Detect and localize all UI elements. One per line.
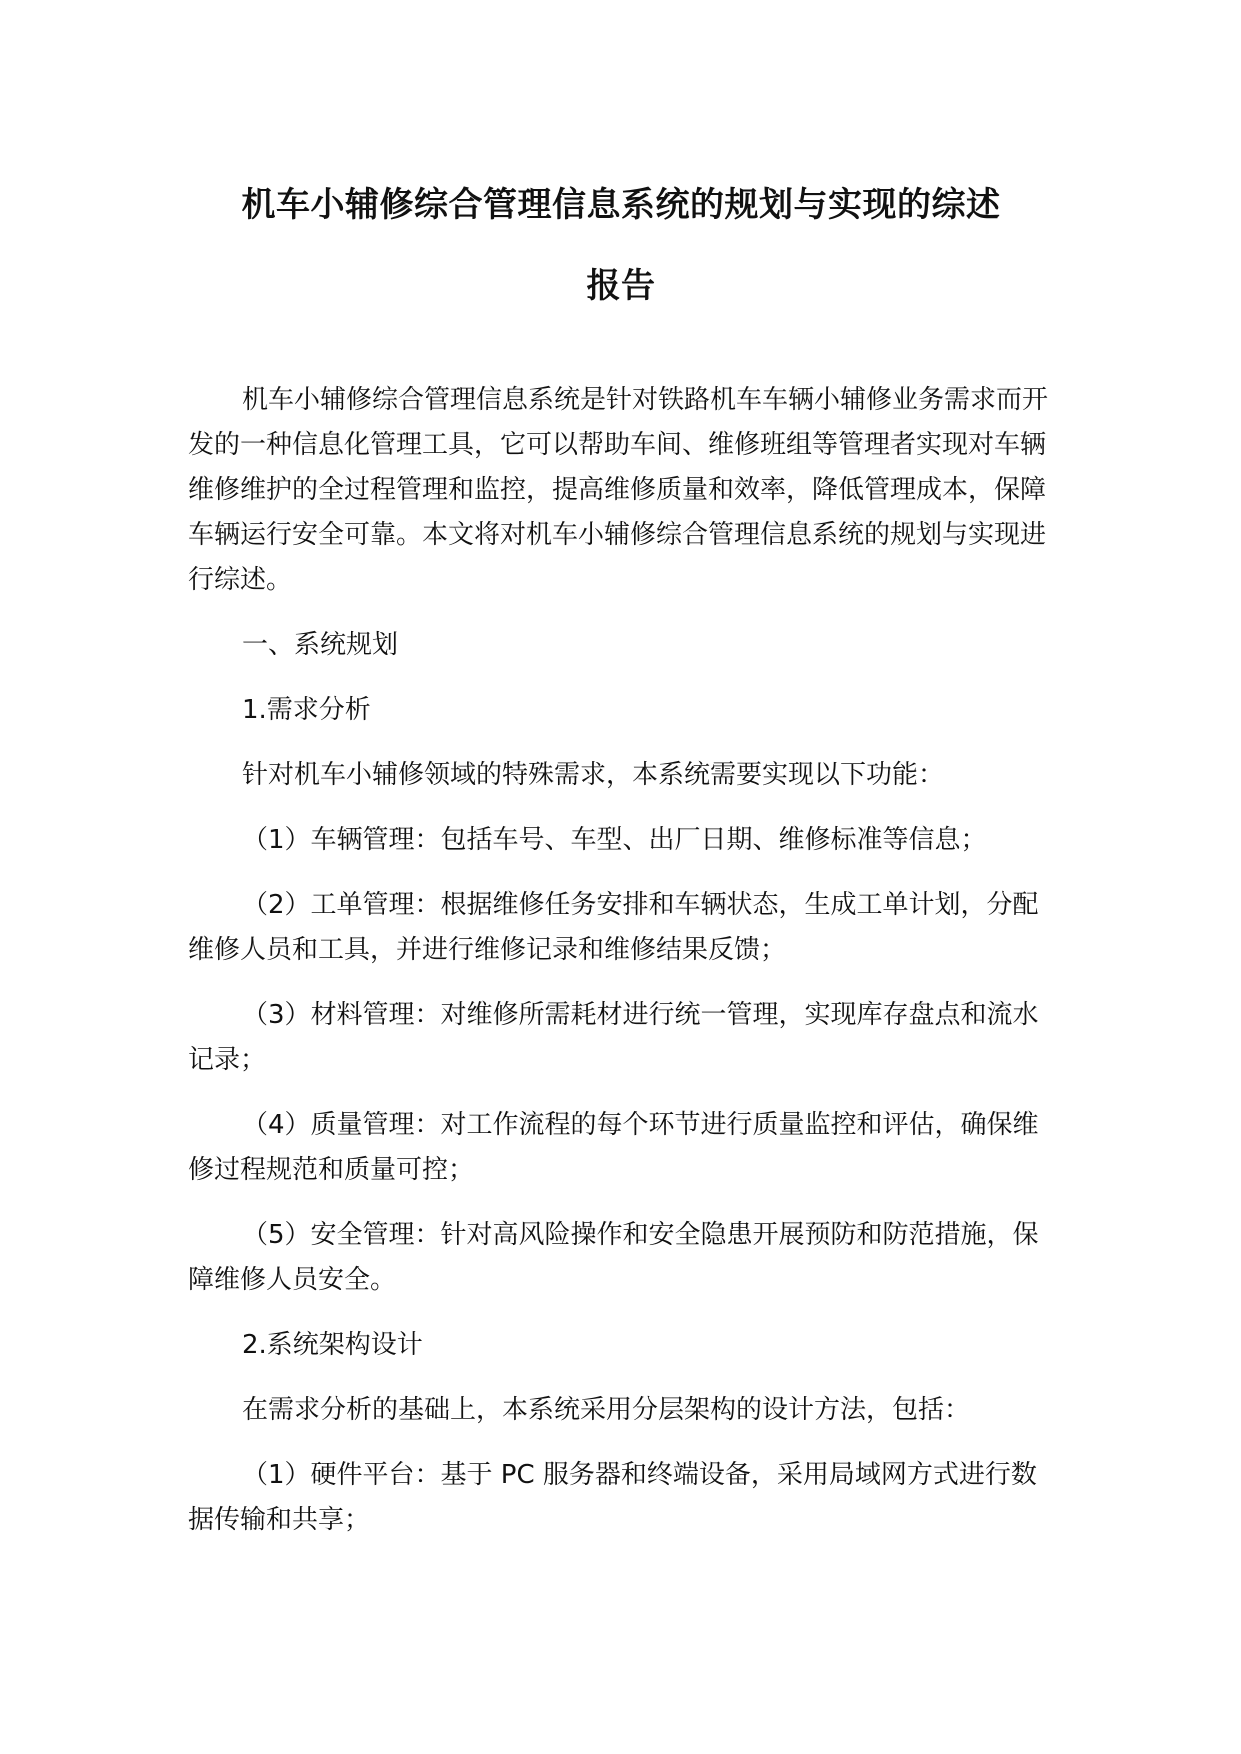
requirement-item-quality-management: （4）质量管理：对工作流程的每个环节进行质量监控和评估，确保维修过程规范和质量可控；	[188, 1110, 1039, 1185]
document-title-line-2: 报告	[586, 266, 656, 306]
requirement-item-vehicle-management: （1）车辆管理：包括车号、车型、出厂日期、维修标准等信息；	[242, 825, 987, 855]
requirement-item-work-order-management: （2）工单管理：根据维修任务安排和车辆状态，生成工单计划，分配维修人员和工具，并进行维修记录和维修结果反馈；	[188, 890, 1039, 965]
architecture-intro: 在需求分析的基础上，本系统采用分层架构的设计方法，包括：	[242, 1395, 971, 1425]
intro-paragraph: 机车小辅修综合管理信息系统是针对铁路机车车辆小辅修业务需求而开发的一种信息化管理工具，它可以帮助车间、维修班组等管理者实现对车辆维修维护的全过程管理和监控，提高维修质量和效率，降低管理成本，保障车辆运行安全可靠。本文将对机车小辅修综合管理信息系统的规划与实现进行综述。	[188, 385, 1049, 595]
architecture-item-hardware-platform: （1）硬件平台：基于 PC 服务器和终端设备，采用局域网方式进行数据传输和共享；	[188, 1460, 1037, 1535]
document-body	[188, 378, 1054, 1563]
requirements-intro: 针对机车小辅修领域的特殊需求，本系统需要实现以下功能：	[242, 760, 945, 790]
subsection-heading-requirements: 1.需求分析	[242, 695, 371, 725]
document-title-line-1: 机车小辅修综合管理信息系统的规划与实现的综述	[241, 185, 1001, 225]
subsection-heading-architecture: 2.系统架构设计	[242, 1330, 423, 1360]
section-heading-system-planning: 一、系统规划	[242, 630, 399, 660]
requirement-item-material-management: （3）材料管理：对维修所需耗材进行统一管理，实现库存盘点和流水记录；	[188, 1000, 1039, 1075]
requirement-item-safety-management: （5）安全管理：针对高风险操作和安全隐患开展预防和防范措施，保障维修人员安全。	[188, 1220, 1039, 1295]
